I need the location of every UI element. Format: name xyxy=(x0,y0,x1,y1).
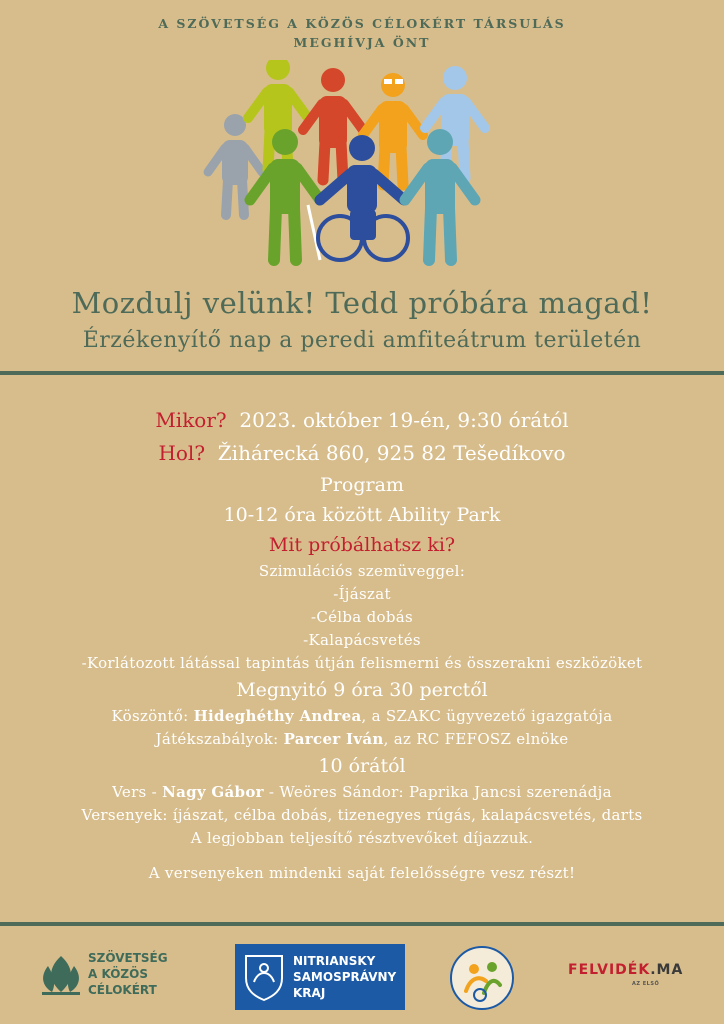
szakc-line: SZÖVETSÉG xyxy=(88,951,168,965)
nitriansky-kraj-logo xyxy=(235,944,405,1010)
greeting-name: Hideghéthy Andrea xyxy=(193,707,362,725)
organizer-line-2: MEGHÍVJA ÖNT xyxy=(293,35,431,50)
nsk-line: KRAJ xyxy=(293,986,326,1000)
event-details xyxy=(0,404,724,885)
rules-name: Parcer Iván xyxy=(283,730,384,748)
program-time: 10-12 óra között Ability Park xyxy=(223,504,501,526)
organizer-header xyxy=(0,14,724,52)
try-item: -Célba dobás xyxy=(310,608,413,626)
greeting-line xyxy=(0,705,724,728)
try-item: -Kalapácsvetés xyxy=(303,631,421,649)
fefosz-logo xyxy=(446,945,518,1011)
felvidek-domain: .MA xyxy=(650,962,684,978)
when-value: 2023. október 19-én, 9:30 órától xyxy=(239,408,569,432)
divider-bottom xyxy=(0,922,724,926)
try-heading: Mit próbálhatsz ki? xyxy=(268,534,456,556)
poem-suffix: - Weöres Sándor: Paprika Jancsi szerenádja xyxy=(263,783,612,801)
figure-wheelchair-blue xyxy=(318,135,408,260)
organizer-line-1: A SZÖVETSÉG A KÖZÖS CÉLOKÉRT TÁRSULÁS xyxy=(158,16,566,31)
rules-line xyxy=(0,728,724,751)
disclaimer-line: A versenyeken mindenki saját felelősségre vesz részt! xyxy=(148,864,576,882)
coat-of-arms-icon xyxy=(242,952,286,1002)
opening-heading: Megnyitó 9 óra 30 perctől xyxy=(236,679,488,701)
when-label: Mikor? xyxy=(155,408,227,432)
greeting-prefix: Köszöntő: xyxy=(111,707,194,725)
figure-lime xyxy=(248,60,308,170)
main-title: Mozdulj velünk! Tedd próbára magad! xyxy=(71,286,653,320)
try-item: -Íjászat xyxy=(333,585,391,603)
felvidek-tagline: AZ ELSŐ xyxy=(632,981,660,987)
ten-heading: 10 órától xyxy=(318,755,406,777)
try-item: Szimulációs szemüveggel: xyxy=(258,562,466,580)
szakc-logo xyxy=(40,950,210,1005)
divider-top xyxy=(0,371,724,375)
szakc-line: CÉLOKÉRT xyxy=(88,983,157,997)
leaf-icon xyxy=(40,952,82,996)
try-item: -Korlátozott látással tapintás útján felismerni és összerakni eszközöket xyxy=(81,654,643,672)
poem-line xyxy=(0,781,724,804)
subtitle: Érzékenyítő nap a peredi amfiteátrum területén xyxy=(82,328,642,353)
prize-line: A legjobban teljesítő résztvevőket díjazzuk. xyxy=(190,829,534,847)
felvidek-logo xyxy=(568,962,698,992)
when-line xyxy=(0,404,724,437)
poem-name: Nagy Gábor xyxy=(162,783,264,801)
greeting-suffix: , a SZAKC ügyvezető igazgatója xyxy=(361,707,613,725)
nsk-line: NITRIANSKY xyxy=(293,954,376,968)
rules-prefix: Játékszabályok: xyxy=(155,730,284,748)
where-label: Hol? xyxy=(158,441,206,465)
rules-suffix: , az RC FEFOSZ elnöke xyxy=(383,730,569,748)
people-illustration xyxy=(190,60,510,275)
nsk-line: SAMOSPRÁVNY xyxy=(293,970,397,984)
competitions-line: Versenyek: íjászat, célba dobás, tizenegyes rúgás, kalapácsvetés, darts xyxy=(81,806,643,824)
poem-prefix: Vers - xyxy=(112,783,163,801)
szakc-line: A KÖZÖS xyxy=(88,967,148,981)
program-heading: Program xyxy=(320,474,404,496)
where-value: Žihárecká 860, 925 82 Tešedíkovo xyxy=(217,441,566,465)
figure-red xyxy=(303,68,363,180)
felvidek-name: FELVIDÉK xyxy=(568,962,651,978)
where-line xyxy=(0,437,724,470)
figure-green xyxy=(250,129,320,260)
